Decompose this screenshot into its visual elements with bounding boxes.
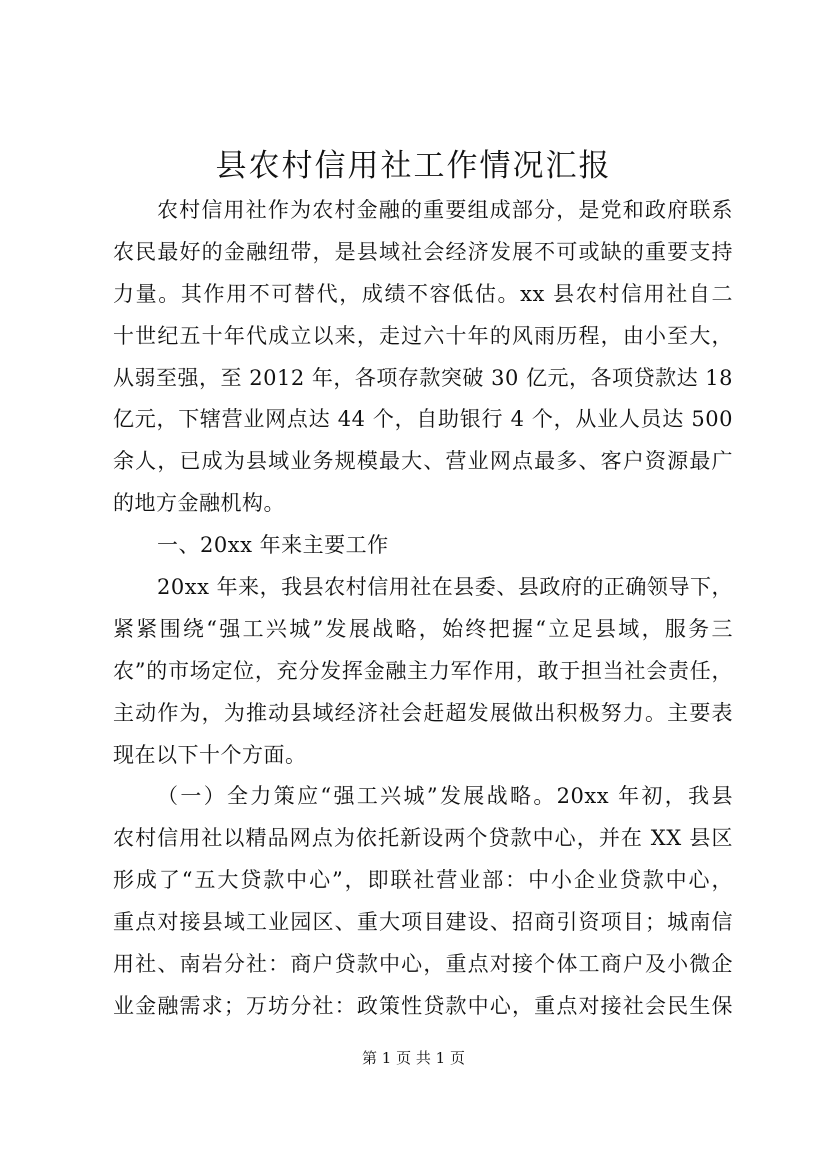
text-line: 形成了“五大贷款中心”，即联社营业部：中小企业贷款中心， [113,868,733,893]
text-line: 一、20xx 年来主要工作 [157,533,389,558]
document-title: 县农村信用社工作情况汇报 [215,148,612,184]
text-line: 20xx 年来，我县农村信用社在县委、县政府的正确领导下， [157,575,733,600]
text-line: 余人，已成为县域业务规模最大、营业网点最多、客户资源最广 [113,449,733,474]
text-line: 农”的市场定位，充分发挥金融主力军作用，敢于担当社会责任， [113,658,733,683]
text-line: 紧紧围绕“强工兴城”发展战略，始终把握“立足县域，服务三 [113,616,733,641]
text-line: 从弱至强，至 2012 年，各项存款突破 30 亿元，各项贷款达 18 [113,365,733,390]
page-footer: 第 1 页 共 1 页 [362,1049,465,1067]
text-line: 十世纪五十年代成立以来，走过六十年的风雨历程，由小至大， [113,323,733,348]
text-line: 用社、南岩分社：商户贷款中心，重点对接个体工商户及小微企 [113,952,733,977]
text-line: 农村信用社作为农村金融的重要组成部分，是党和政府联系 [157,198,733,222]
text-line: （一）全力策应“强工兴城”发展战略。20xx 年初，我县 [157,784,733,809]
text-line: 力量。其作用不可替代，成绩不容低估。xx 县农村信用社自二 [113,281,733,306]
text-line: 的地方金融机构。 [113,491,285,516]
text-line: 现在以下十个方面。 [113,742,307,767]
text-line: 农民最好的金融纽带，是县域社会经济发展不可或缺的重要支持 [113,239,733,264]
text-line: 农村信用社以精品网点为依托新设两个贷款中心，并在 XX 县区 [113,826,733,851]
text-line: 亿元，下辖营业网点达 44 个，自助银行 4 个，从业人员达 500 [113,407,733,432]
text-line: 业金融需求；万坊分社：政策性贷款中心，重点对接社会民生保 [113,993,733,1018]
text-line: 主动作为，为推动县域经济社会赶超发展做出积极努力。主要表 [113,700,733,725]
document-body [113,190,733,1028]
text-line: 重点对接县域工业园区、重大项目建设、招商引资项目；城南信 [113,910,733,935]
